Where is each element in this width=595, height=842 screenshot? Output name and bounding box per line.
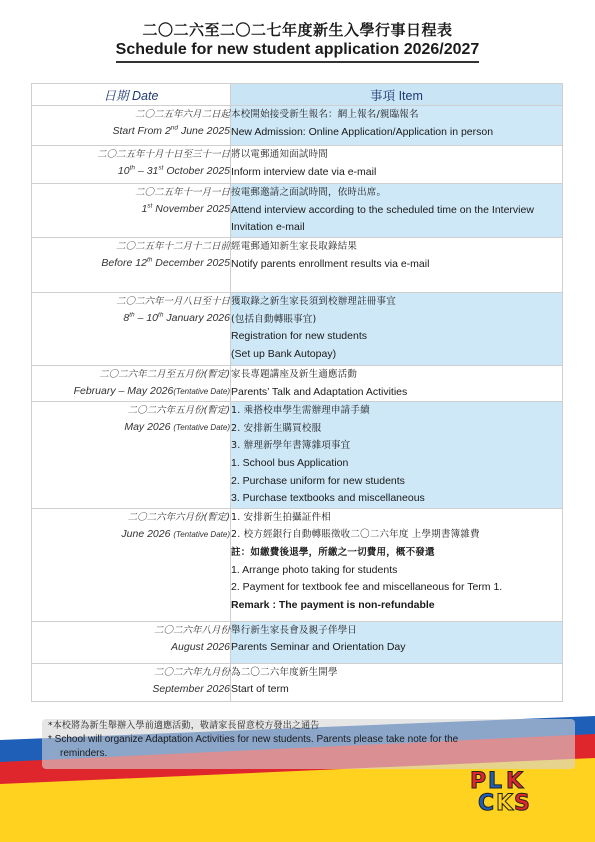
date-english-part: (Tentative Date)	[173, 530, 230, 540]
row-item-cell	[231, 621, 563, 663]
table-row	[32, 238, 563, 293]
date-english-part: – 31	[135, 165, 159, 178]
header-item: 事項 Item	[231, 84, 563, 106]
date-english	[32, 201, 230, 218]
date-english-part: September 2026	[152, 683, 230, 696]
row-date-cell	[32, 238, 231, 293]
date-english	[32, 310, 230, 327]
date-english-part: 8	[123, 312, 130, 325]
date-chinese: 二〇二六年八月份	[153, 624, 230, 636]
date-english-part: November 2025	[152, 203, 230, 216]
date-english-part: June 2026	[121, 528, 174, 541]
date-chinese: 二〇二六年九月份	[153, 666, 230, 678]
logo-letter: C	[478, 791, 495, 816]
date-english	[32, 123, 230, 140]
table-row	[32, 621, 563, 663]
table-row	[32, 146, 563, 184]
row-item-cell	[231, 146, 563, 184]
date-english-part: th	[129, 164, 136, 172]
item-line: Parents’ Talk and Adaptation Activities	[231, 385, 408, 398]
item-line: Remark : The payment is non-refundable	[231, 598, 435, 611]
table-row	[32, 663, 563, 701]
item-line: 2. Purchase uniform for new students	[231, 474, 405, 487]
date-english-part: nd	[170, 124, 179, 132]
date-english-part: st	[158, 164, 164, 172]
item-line: 3. Purchase textbooks and miscellaneous	[231, 492, 425, 505]
item-line: 為二〇二六年度新生開學	[231, 666, 338, 678]
date-english	[32, 526, 230, 543]
table-row	[32, 293, 563, 366]
logo-letter: P	[470, 769, 487, 794]
row-date-cell	[32, 146, 231, 184]
item-line: 註：如繳費後退學，所繳之一切費用，概不發還	[231, 546, 435, 558]
date-chinese: 二〇二五年六月二日起	[134, 109, 230, 120]
item-line: 將以電郵通知面試時間	[231, 149, 329, 160]
date-chinese: 二〇二五年十一月一日	[134, 187, 230, 198]
notice-english-line1: * School will organize Adaptation Activities for new students. Parents please take note for the	[48, 734, 459, 745]
date-english-part: st	[147, 202, 153, 210]
row-date-cell	[32, 366, 231, 402]
date-english-part: 10	[117, 165, 130, 178]
date-english	[32, 255, 230, 272]
item-line: 獲取錄之新生家長須到校辦理註冊事宜	[231, 296, 396, 307]
item-line: 1. School bus Application	[231, 456, 349, 469]
item-line: 3. 辦理新學年書簿雜項事宜	[231, 440, 351, 452]
date-english-part: October 2025	[163, 165, 230, 178]
item-line: 2. Payment for textbook fee and miscellaneous for Term 1.	[231, 581, 503, 594]
table-row	[32, 402, 563, 509]
notice-box	[42, 719, 575, 769]
logo-letter: L	[488, 769, 503, 794]
row-item-cell	[231, 184, 563, 238]
row-item-cell	[231, 106, 563, 146]
date-english-part: December 2025	[152, 257, 230, 270]
date-english-part: May 2026	[124, 421, 174, 434]
item-line: 1. 乘搭校車學生需辦理申請手續	[231, 405, 370, 417]
date-english-part: (Tentative Date)	[173, 387, 230, 397]
date-english-part: June 2025	[178, 125, 230, 138]
item-line: (Set up Bank Autopay)	[231, 347, 337, 360]
date-english-part: 1	[141, 203, 148, 216]
school-logo	[468, 769, 540, 819]
row-item-cell	[231, 238, 563, 293]
table-header-row	[32, 84, 563, 106]
schedule-table	[31, 83, 563, 702]
notice-chinese: *本校將為新生舉辦入學前適應活動，敬請家長留意校方發出之通告	[48, 721, 320, 731]
item-line: 家長專題講座及新生適應活動	[231, 369, 358, 380]
row-date-cell	[32, 508, 231, 621]
date-english-part: January 2026	[163, 312, 230, 325]
row-item-cell	[231, 663, 563, 701]
item-line: 經電郵通知新生家長取錄結果	[231, 241, 358, 252]
item-line: Inform interview date via e-mail	[231, 165, 377, 178]
table-row	[32, 508, 563, 621]
date-chinese: 二〇二六年五月份(暫定)	[127, 405, 230, 417]
date-english	[32, 419, 230, 436]
title-block	[0, 20, 595, 63]
row-item-cell	[231, 293, 563, 366]
item-line: (包括自動轉賬事宜)	[231, 313, 317, 325]
row-date-cell	[32, 663, 231, 701]
date-chinese: 二〇二六年一月八日至十日	[115, 296, 230, 307]
date-english-part: August 2026	[171, 641, 230, 654]
date-chinese: 二〇二六年六月份(暫定)	[127, 511, 230, 523]
item-line: Notify parents enrollment results via e-mail	[231, 257, 430, 270]
item-line: Parents Seminar and Orientation Day	[231, 641, 406, 654]
title-english: Schedule for new student application 2026/2027	[116, 40, 480, 63]
table-row	[32, 366, 563, 402]
date-english-part: Start From 2	[112, 125, 171, 138]
date-english	[32, 681, 230, 698]
item-line: 1. Arrange photo taking for students	[231, 563, 398, 576]
item-line: 1. 安排新生拍攝証件相	[231, 511, 331, 523]
row-date-cell	[32, 402, 231, 509]
row-item-cell	[231, 366, 563, 402]
item-line: Registration for new students	[231, 330, 367, 343]
logo-letter: K	[506, 769, 524, 794]
header-date: 日期 Date	[32, 84, 231, 106]
item-line: Attend interview according to the scheduled time on the Interview Invitation e-mail	[231, 203, 534, 234]
date-english-part: February – May 2026	[73, 385, 174, 398]
item-line: 本校開始接受新生報名：網上報名/親臨報名	[231, 109, 419, 120]
date-english-part: th	[129, 311, 135, 319]
notice-english-line2: reminders.	[60, 748, 108, 759]
item-line: New Admission: Online Application/Application in person	[231, 125, 494, 138]
item-line: 按電郵邀請之面試時間，依時出席。	[231, 187, 387, 198]
item-line: Start of term	[231, 683, 289, 696]
date-chinese: 二〇二六年二月至五月份(暫定)	[99, 369, 230, 380]
row-item-cell	[231, 402, 563, 509]
date-chinese: 二〇二五年十二月十二日前	[115, 241, 230, 252]
item-line: 2. 校方經銀行自動轉賬徵收二〇二六年度 上學期書簿雜費	[231, 529, 480, 541]
table-row	[32, 106, 563, 146]
logo-letter: S	[514, 791, 530, 816]
row-date-cell	[32, 621, 231, 663]
date-english	[32, 163, 230, 180]
title-chinese: 二〇二六至二〇二七年度新生入學行事日程表	[142, 21, 453, 39]
item-line: 舉行新生家長會及親子伴學日	[231, 624, 358, 636]
date-english-part: th	[158, 311, 164, 319]
row-date-cell	[32, 293, 231, 366]
date-english-part: Before 12	[101, 257, 147, 270]
row-date-cell	[32, 106, 231, 146]
logo-letter: K	[496, 791, 514, 816]
item-line: 2. 安排新生購買校服	[231, 422, 322, 434]
date-english-part: th	[146, 256, 153, 264]
date-english	[32, 383, 230, 400]
row-date-cell	[32, 184, 231, 238]
date-english-part: (Tentative Date)	[173, 423, 230, 433]
date-chinese: 二〇二五年十月十日至三十一日	[96, 149, 230, 160]
date-english-part: – 10	[134, 312, 159, 325]
row-item-cell	[231, 508, 563, 621]
date-english	[32, 639, 230, 656]
table-row	[32, 184, 563, 238]
